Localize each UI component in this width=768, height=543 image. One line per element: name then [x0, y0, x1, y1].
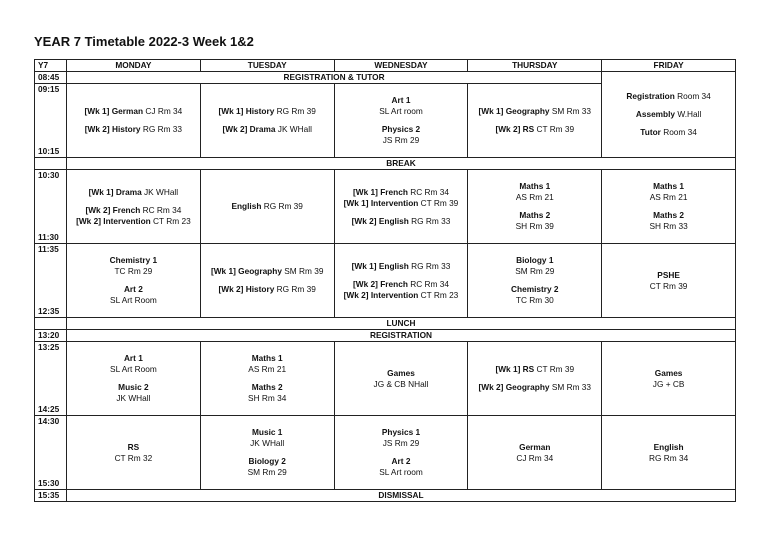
- lesson-cell: [200, 416, 334, 490]
- subject: [Wk 1] English: [351, 260, 409, 271]
- class-entry: [67, 382, 200, 404]
- entry-line: [468, 124, 601, 135]
- teacher-room: SH Rm 34: [248, 393, 287, 403]
- teacher-room: RG Rm 39: [274, 284, 316, 294]
- time-cell: [35, 416, 67, 490]
- entry-line: [602, 127, 735, 138]
- start-time: 13:25: [38, 342, 60, 352]
- band-row-lunch: [35, 318, 736, 330]
- class-entry: [67, 187, 200, 198]
- page-title: YEAR 7 Timetable 2022-3 Week 1&2: [34, 34, 254, 49]
- class-entry: [335, 124, 468, 146]
- subject: [Wk 2] Geography: [478, 382, 550, 392]
- class-entry: [468, 284, 601, 306]
- entry-line: [468, 295, 601, 306]
- class-entry: [67, 255, 200, 277]
- entry-line: [67, 364, 200, 375]
- entry-line: [201, 467, 334, 478]
- subject: [Wk 2] French: [85, 204, 141, 215]
- class-entry: [201, 353, 334, 375]
- lesson-cell: [67, 342, 201, 416]
- class-entry: [602, 181, 735, 203]
- class-entry: [67, 106, 200, 117]
- lesson-cell: [602, 170, 736, 244]
- time-cell: [35, 244, 67, 318]
- class-entry: [468, 210, 601, 232]
- class-entry: [201, 427, 334, 449]
- teacher-room: SM Rm 33: [549, 382, 592, 392]
- entry-line: [201, 106, 334, 117]
- entry-line: [468, 284, 601, 295]
- entry-line: [67, 255, 200, 266]
- band-label: DISMISSAL: [67, 490, 736, 502]
- entry-line: [67, 106, 200, 117]
- subject: Maths 2: [519, 210, 551, 220]
- subject: Maths 2: [653, 210, 685, 220]
- entry-line: [201, 364, 334, 375]
- entry-line: [602, 192, 735, 203]
- end-time: 11:30: [38, 232, 59, 242]
- subject: Music 1: [251, 427, 283, 437]
- subject: German: [519, 441, 551, 452]
- subject: Registration: [626, 91, 675, 101]
- lesson-cell: [67, 244, 201, 318]
- entry-line: [67, 382, 200, 393]
- class-entry: [67, 353, 200, 375]
- teacher-room: CJ Rm 34: [516, 452, 554, 463]
- lesson-cell: [602, 244, 736, 318]
- teacher-room: AS Rm 21: [248, 364, 287, 374]
- entry-line: [201, 353, 334, 364]
- entry-line: [335, 427, 468, 438]
- band-row-registration: [35, 330, 736, 342]
- end-time: 15:30: [38, 478, 60, 488]
- subject: Games: [654, 367, 683, 378]
- entry-line: [335, 456, 468, 467]
- teacher-room: RG Rm 33: [140, 124, 183, 134]
- entry-line: [602, 379, 735, 390]
- entry-line: [335, 95, 468, 106]
- entry-line: [602, 109, 735, 120]
- teacher-room: RG Rm 34: [649, 452, 689, 463]
- lesson-cell: [468, 84, 602, 158]
- day-header: MONDAY: [67, 60, 201, 72]
- lesson-cell: [200, 342, 334, 416]
- teacher-room: SL Art room: [379, 106, 423, 116]
- time-cell: [35, 318, 67, 330]
- class-entry: [201, 284, 334, 295]
- class-entry: [602, 368, 735, 390]
- subject: [Wk 2] Intervention: [343, 289, 419, 300]
- teacher-room: RG Rm 39: [274, 106, 316, 116]
- subject: English: [653, 441, 684, 452]
- subject: [Wk 1] RS: [495, 364, 535, 374]
- subject: [Wk 2] French: [353, 278, 408, 289]
- teacher-room: SH Rm 39: [515, 221, 554, 231]
- subject: [Wk 2] RS: [495, 124, 535, 134]
- time-cell: [35, 342, 67, 416]
- time-cell: 13:20: [35, 330, 67, 342]
- period-row: [35, 416, 736, 490]
- entry-line: [67, 124, 200, 135]
- entry-line: [335, 467, 468, 478]
- entry-line: [67, 442, 200, 453]
- day-header: WEDNESDAY: [334, 60, 468, 72]
- entry-line: [468, 210, 601, 221]
- friday-morning-cell: [602, 72, 736, 158]
- subject: Chemistry 1: [109, 255, 158, 265]
- end-time: 14:25: [38, 404, 60, 414]
- entry-line: [201, 266, 334, 277]
- entry-line: [335, 124, 468, 135]
- entry-line: [67, 216, 200, 227]
- subject: Art 2: [123, 284, 143, 294]
- entry-line: [602, 442, 735, 453]
- class-entry: [335, 187, 468, 209]
- subject: Tutor: [640, 127, 661, 137]
- entry-line: [201, 284, 334, 295]
- teacher-room: SM Rm 29: [247, 467, 287, 477]
- time-cell: 08:45: [35, 72, 67, 84]
- entry-line: [468, 382, 601, 393]
- teacher-room: RC Rm 34: [407, 278, 449, 289]
- entry-line: [335, 290, 468, 301]
- subject: [Wk 1] Intervention: [343, 197, 419, 208]
- teacher-room: CT Rm 23: [150, 215, 191, 226]
- class-entry: [335, 427, 468, 449]
- band-row-reg_tutor: [35, 72, 736, 84]
- entry-line: [602, 210, 735, 221]
- lesson-cell: [468, 170, 602, 244]
- teacher-room: CJ Rm 34: [143, 106, 183, 116]
- class-entry: [468, 442, 601, 464]
- teacher-room: AS Rm 21: [649, 192, 688, 202]
- class-entry: [201, 106, 334, 117]
- band-row-break: [35, 158, 736, 170]
- lesson-cell: [67, 84, 201, 158]
- time-cell: [35, 170, 67, 244]
- class-entry: [335, 456, 468, 478]
- teacher-room: AS Rm 21: [515, 192, 554, 202]
- class-entry: [67, 442, 200, 464]
- entry-line: [602, 270, 735, 281]
- band-label: REGISTRATION: [67, 330, 736, 342]
- day-header: THURSDAY: [468, 60, 602, 72]
- lesson-cell: [200, 170, 334, 244]
- entry-line: [67, 295, 200, 306]
- subject: English: [231, 201, 262, 211]
- lesson-cell: [468, 416, 602, 490]
- teacher-room: TC Rm 30: [515, 295, 554, 305]
- subject: [Wk 1] German: [84, 106, 144, 116]
- year-label: Y7: [35, 60, 67, 72]
- teacher-room: CT Rm 39: [418, 197, 459, 208]
- subject: Physics 1: [381, 427, 421, 437]
- subject: [Wk 2] History: [218, 284, 275, 294]
- lesson-cell: [334, 170, 468, 244]
- lesson-cell: [468, 342, 602, 416]
- subject: [Wk 1] History: [218, 106, 275, 116]
- class-entry: [468, 255, 601, 277]
- teacher-room: RG Rm 39: [261, 201, 303, 211]
- entry-line: [335, 379, 468, 390]
- teacher-room: JK WHall: [141, 186, 179, 197]
- lesson-cell: [602, 416, 736, 490]
- class-entry: [67, 205, 200, 227]
- subject: [Wk 2] English: [351, 215, 409, 226]
- teacher-room: JK WHall: [250, 438, 285, 448]
- teacher-room: CT Rm 39: [534, 364, 575, 374]
- class-entry: [201, 201, 334, 212]
- subject: Biology 1: [516, 255, 554, 265]
- subject: [Wk 2] History: [84, 124, 141, 134]
- subject: Maths 1: [519, 181, 551, 191]
- entry-line: [468, 442, 601, 453]
- class-entry: [602, 442, 735, 464]
- teacher-room: SM Rm 29: [515, 266, 555, 276]
- subject: PSHE: [657, 269, 680, 280]
- time-cell: [35, 84, 67, 158]
- teacher-room: TC Rm 29: [114, 266, 153, 276]
- entry-line: [468, 181, 601, 192]
- teacher-room: CT Rm 39: [649, 280, 688, 291]
- teacher-room: RC Rm 34: [140, 204, 182, 215]
- subject: RS: [127, 441, 140, 452]
- lesson-cell: [200, 244, 334, 318]
- subject: Maths 1: [251, 353, 283, 363]
- entry-line: [335, 106, 468, 117]
- subject: Maths 1: [653, 181, 685, 191]
- band-row-dismissal: [35, 490, 736, 502]
- entry-line: [335, 135, 468, 146]
- entry-line: [201, 382, 334, 393]
- class-entry: [201, 124, 334, 135]
- entry-line: [67, 266, 200, 277]
- start-time: 10:30: [38, 170, 60, 180]
- time-cell: [35, 158, 67, 170]
- entry-line: [335, 187, 468, 198]
- entry-line: [67, 205, 200, 216]
- lesson-cell: [334, 244, 468, 318]
- lesson-cell: [334, 416, 468, 490]
- class-entry: [335, 368, 468, 390]
- entry-line: [335, 198, 468, 209]
- teacher-room: SL Art Room: [110, 364, 157, 374]
- subject: [Wk 1] French: [353, 186, 408, 197]
- class-entry: [67, 124, 200, 135]
- subject: Art 1: [123, 353, 143, 363]
- entry-line: [335, 261, 468, 272]
- subject: Biology 2: [248, 456, 286, 466]
- teacher-room: CT Rm 23: [418, 289, 459, 300]
- subject: Art 2: [391, 456, 411, 466]
- period-row: [35, 244, 736, 318]
- class-entry: [201, 382, 334, 404]
- entry-line: [468, 453, 601, 464]
- teacher-room: JS Rm 29: [382, 438, 420, 448]
- entry-line: [335, 216, 468, 227]
- class-entry: [201, 266, 334, 277]
- day-header: FRIDAY: [602, 60, 736, 72]
- period-row: [35, 342, 736, 416]
- start-time: 11:35: [38, 244, 59, 254]
- entry-line: [67, 393, 200, 404]
- entry-line: [335, 279, 468, 290]
- entry-line: [335, 368, 468, 379]
- teacher-room: W.Hall: [675, 109, 702, 119]
- subject: Maths 2: [251, 382, 283, 392]
- lesson-cell: [602, 342, 736, 416]
- band-label: BREAK: [67, 158, 736, 170]
- entry-line: [201, 456, 334, 467]
- class-entry: [602, 109, 735, 120]
- entry-line: [602, 221, 735, 232]
- lesson-cell: [67, 416, 201, 490]
- teacher-room: JK WHall: [116, 393, 151, 403]
- teacher-room: SM Rm 33: [549, 106, 592, 116]
- subject: Art 1: [391, 95, 411, 105]
- class-entry: [335, 279, 468, 301]
- class-entry: [335, 261, 468, 272]
- entry-line: [67, 284, 200, 295]
- subject: [Wk 2] Intervention: [76, 215, 151, 226]
- teacher-room: JG & CB NHall: [373, 378, 429, 389]
- class-entry: [201, 456, 334, 478]
- lesson-cell: [200, 84, 334, 158]
- class-entry: [468, 124, 601, 135]
- lesson-cell: [334, 84, 468, 158]
- subject: Chemistry 2: [511, 284, 559, 294]
- class-entry: [602, 270, 735, 292]
- header-row: [35, 60, 736, 72]
- entry-line: [468, 106, 601, 117]
- entry-line: [67, 353, 200, 364]
- class-entry: [468, 364, 601, 375]
- class-entry: [468, 181, 601, 203]
- class-entry: [468, 106, 601, 117]
- end-time: 12:35: [38, 306, 60, 316]
- band-label: LUNCH: [67, 318, 736, 330]
- entry-line: [602, 453, 735, 464]
- subject: Physics 2: [381, 124, 421, 134]
- teacher-room: RG Rm 33: [408, 260, 451, 271]
- entry-line: [201, 393, 334, 404]
- subject: Music 2: [118, 382, 149, 392]
- teacher-room: SH Rm 33: [649, 221, 688, 231]
- time-cell: 15:35: [35, 490, 67, 502]
- teacher-room: JK WHall: [275, 124, 312, 134]
- lesson-cell: [334, 342, 468, 416]
- entry-line: [468, 255, 601, 266]
- class-entry: [67, 284, 200, 306]
- teacher-room: CT Rm 39: [534, 124, 575, 134]
- class-entry: [335, 95, 468, 117]
- teacher-room: SL Art room: [379, 467, 423, 477]
- entry-line: [201, 124, 334, 135]
- teacher-room: SM Rm 39: [281, 266, 324, 276]
- subject: [Wk 2] Drama: [222, 124, 276, 134]
- class-entry: [602, 91, 735, 102]
- class-entry: [602, 210, 735, 232]
- teacher-room: JG + CB: [652, 378, 685, 389]
- entry-line: [67, 187, 200, 198]
- teacher-room: Room 34: [674, 91, 711, 101]
- teacher-room: RC Rm 34: [407, 186, 449, 197]
- entry-line: [67, 453, 200, 464]
- day-header: TUESDAY: [200, 60, 334, 72]
- class-entry: [468, 382, 601, 393]
- lesson-cell: [67, 170, 201, 244]
- start-time: 09:15: [38, 84, 60, 94]
- entry-line: [201, 427, 334, 438]
- entry-line: [468, 266, 601, 277]
- entry-line: [201, 438, 334, 449]
- end-time: 10:15: [38, 146, 60, 156]
- subject: Games: [387, 367, 415, 378]
- teacher-room: CT Rm 32: [114, 452, 153, 463]
- teacher-room: RG Rm 33: [408, 215, 451, 226]
- entry-line: [335, 438, 468, 449]
- teacher-room: SL Art Room: [110, 295, 157, 305]
- subject: Assembly: [635, 109, 676, 119]
- class-entry: [602, 127, 735, 138]
- subject: [Wk 1] Geography: [210, 266, 282, 276]
- band-label: REGISTRATION & TUTOR: [67, 72, 602, 84]
- class-entry: [335, 216, 468, 227]
- entry-line: [602, 368, 735, 379]
- entry-line: [468, 221, 601, 232]
- teacher-room: JS Rm 29: [382, 135, 420, 145]
- teacher-room: Room 34: [660, 127, 697, 137]
- entry-line: [602, 181, 735, 192]
- lesson-cell: [468, 244, 602, 318]
- start-time: 14:30: [38, 416, 60, 426]
- period-row: [35, 170, 736, 244]
- entry-line: [468, 192, 601, 203]
- entry-line: [201, 201, 334, 212]
- subject: [Wk 1] Geography: [478, 106, 550, 116]
- timetable: [34, 59, 736, 502]
- entry-line: [602, 91, 735, 102]
- entry-line: [468, 364, 601, 375]
- subject: [Wk 1] Drama: [88, 186, 142, 197]
- entry-line: [602, 281, 735, 292]
